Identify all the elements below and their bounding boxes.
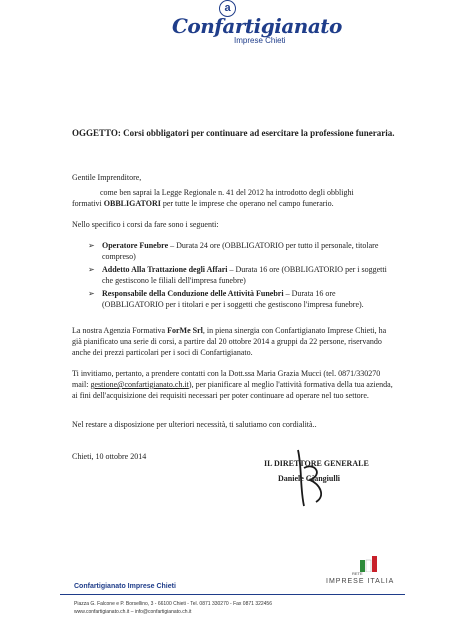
logo-mark: a — [219, 0, 236, 17]
letter-subject: OGGETTO: Corsi obbligatori per continuare ad esercitare la professione funeraria. — [72, 128, 395, 138]
course-title: Responsabile della Conduzione delle Attività Funebri — [102, 289, 284, 298]
signatory-title: IL DIRETTORE GENERALE — [264, 459, 369, 468]
course-detail: – Durata 24 ore (OBBLIGATORIO per tutto il personale, titolare compreso) — [102, 241, 379, 261]
intro-line-1: come ben saprai la Legge Regionale n. 41 del 2012 ha introdotto degli obblighi — [100, 188, 354, 197]
footer-divider — [60, 594, 405, 595]
logo-subtitle: Imprese Chieti — [234, 36, 286, 45]
agency-paragraph — [72, 325, 397, 358]
arrow-bullet-icon: ➢ — [88, 289, 95, 298]
course-detail: – Durata 16 ore (OBBLIGATORIO per i soggetti che gestiscono le filiali dell'impresa funebre) — [102, 265, 387, 285]
intro-bold-obbligatori: OBBLIGATORI — [103, 199, 161, 208]
footer-address-block — [74, 600, 404, 616]
contact-email-link[interactable]: gestione@confartigianato.ch.it — [90, 380, 189, 389]
course-detail: – Durata 16 ore (OBBLIGATORIO per i titolari e per i soggetti che gestiscono l'impresa funebre). — [102, 289, 364, 309]
rete-imprese-italia-logo — [352, 556, 382, 572]
confartigianato-logo — [150, 0, 342, 52]
logo-wordmark: Confartigianato — [172, 14, 342, 38]
rete-label: IMPRESE ITALIA — [326, 578, 395, 585]
course-list — [88, 240, 398, 312]
invite-suffix: ), per pianificare al meglio l'attività formativa della tua azienda, ai fini dell'acquisizione dei requisiti necessari per poter continuare ad operare nel tuo settore. — [72, 380, 393, 400]
invite-prefix: Ti invitiamo, pertanto, a prendere contatti con la Dott.ssa Maria Grazia Mucci (tel. 0871/330270 mail: — [72, 369, 381, 389]
intro-line-2 — [72, 198, 402, 209]
letter-date: Chieti, 10 ottobre 2014 — [72, 452, 147, 461]
agency-body: , in piena sinergia con Confartigianato Imprese Chieti, ha già pianificato una serie di corsi, a partire dal 20 ottobre 2014 a gruppi da 22 persone, riservando anche dei prezzi particolari per i soci di Confartigianato. — [72, 326, 387, 357]
agency-prefix: La nostra Agenzia Formativa — [72, 326, 168, 335]
arrow-bullet-icon: ➢ — [88, 241, 95, 250]
footer-web: www.confartigianato.ch.it – info@confartigianato.ch.it — [74, 609, 192, 615]
invite-paragraph — [72, 368, 397, 401]
list-item — [88, 264, 398, 286]
course-title: Operatore Funebre — [102, 241, 169, 250]
signatory-name: Daniele Giangiulli — [278, 474, 341, 483]
footer-brand: Confartigianato Imprese Chieti — [74, 583, 176, 590]
arrow-bullet-icon: ➢ — [88, 265, 95, 274]
intro-prefix: formativi — [72, 199, 104, 208]
list-item — [88, 288, 398, 310]
rete-small-label: RETE — [352, 571, 363, 576]
course-title: Addetto Alla Trattazione degli Affari — [102, 265, 228, 274]
closing-line: Nel restare a disposizione per ulteriori necessità, ti salutiamo con cordialità.. — [72, 420, 317, 429]
agency-name: ForMe Srl — [167, 326, 203, 335]
list-item — [88, 240, 398, 262]
footer-address: Piazza G. Falcone e P. Borsellino, 3 - 66100 Chieti - Tel. 0871 330270 - Fax 0871 322456 — [74, 601, 272, 607]
courses-intro: Nello specifico i corsi da fare sono i seguenti: — [72, 220, 219, 229]
letter-greeting: Gentile Imprenditore, — [72, 173, 142, 182]
intro-suffix: per tutte le imprese che operano nel campo funerario. — [160, 199, 334, 208]
